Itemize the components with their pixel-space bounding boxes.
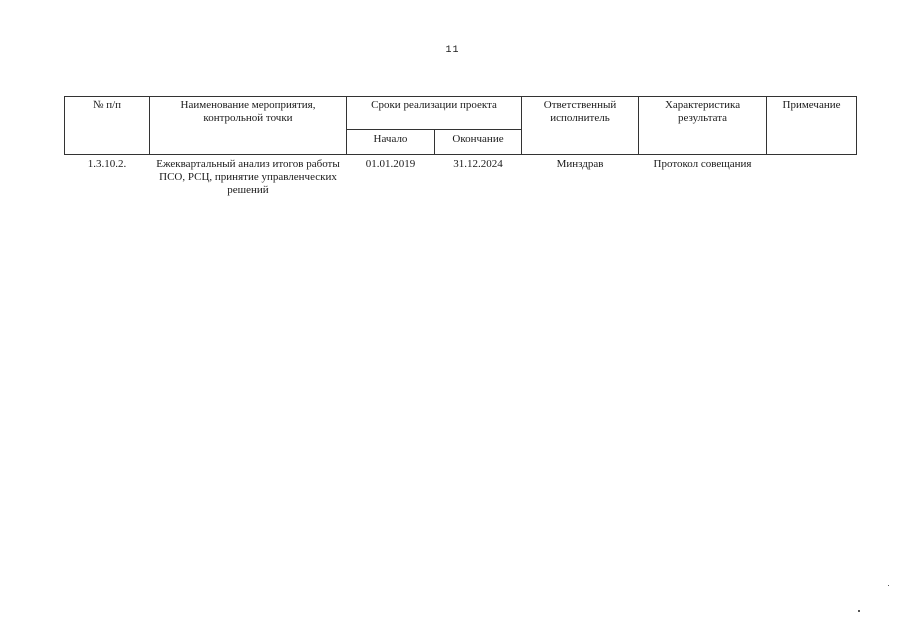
- header-start: Начало: [347, 130, 435, 155]
- scan-speck: [858, 610, 860, 612]
- header-result: Характеристика результата: [639, 97, 767, 155]
- header-name: Наименование мероприятия, контрольной точки: [150, 97, 347, 155]
- table-row: [65, 155, 857, 198]
- cell-note: [767, 155, 857, 198]
- scan-speck: [888, 585, 889, 586]
- header-number: № п/п: [65, 97, 150, 155]
- cell-number: 1.3.10.2.: [87, 158, 127, 170]
- cell-start: 01.01.2019: [365, 158, 416, 170]
- events-table: [64, 96, 857, 197]
- header-note: Примечание: [767, 97, 857, 155]
- cell-end: 31.12.2024: [453, 158, 503, 170]
- page-number: 11: [445, 45, 460, 56]
- header-responsible: Ответственный исполнитель: [522, 97, 639, 155]
- header-end: Окончание: [435, 130, 522, 155]
- cell-name: Ежеквартальный анализ итогов работы ПСО, РСЦ, принятие управленческих решений: [156, 158, 340, 196]
- cell-responsible: Минздрав: [556, 158, 604, 170]
- cell-result: Протокол совещания: [653, 158, 752, 170]
- header-terms: Сроки реализации проекта: [347, 97, 522, 130]
